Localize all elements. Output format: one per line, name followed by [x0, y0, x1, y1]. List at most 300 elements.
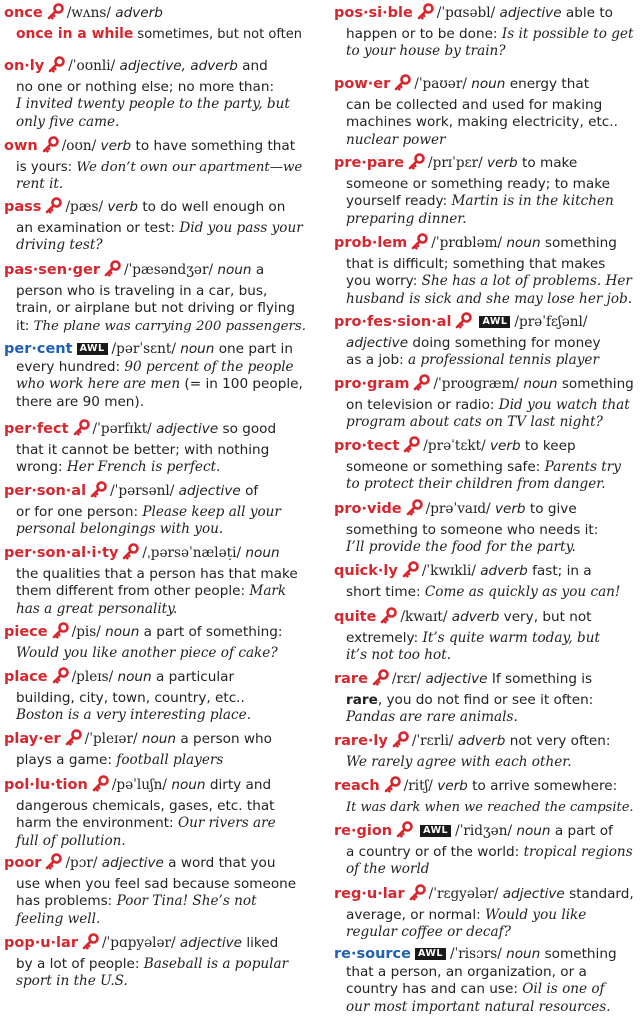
- example-sentence: nuclear power: [346, 131, 446, 148]
- entry-line: [334, 647, 638, 665]
- headword: pro·vide: [334, 501, 402, 517]
- entry-line: [4, 159, 306, 177]
- key-icon: [45, 853, 62, 876]
- definition-text: a: [251, 262, 265, 278]
- pronunciation: /prəˈfɛʃənl/: [514, 314, 588, 330]
- part-of-speech: adverb: [480, 563, 528, 579]
- pronunciation: /pərˈsɛnt/: [111, 341, 181, 357]
- part-of-speech: adverb: [457, 733, 506, 749]
- part-of-speech: verb: [100, 138, 132, 154]
- entry-line: [334, 26, 638, 44]
- entry-line: [334, 374, 638, 397]
- headword: pro·tect: [334, 438, 400, 454]
- entry-line: [4, 893, 306, 911]
- definition-text: them different from other people:: [16, 583, 250, 600]
- definition-text: (= in 100 people,: [180, 376, 303, 393]
- pronunciation: /ˌpərsəˈnæləṭi/: [142, 545, 246, 561]
- definition-text: a part of: [550, 823, 613, 839]
- pronunciation: /pæs/: [65, 199, 108, 215]
- part-of-speech: adjective: [346, 334, 409, 351]
- definition-text: on television or radio:: [346, 396, 499, 413]
- pronunciation: /prɪˈpɛr/: [428, 155, 488, 171]
- headword: once: [4, 5, 43, 21]
- example-sentence: She has a lot of problems. Her: [421, 273, 632, 290]
- dictionary-entry: [4, 775, 306, 850]
- pronunciation: /ˈprɑbləm/: [431, 235, 507, 251]
- entry-line: [334, 584, 638, 602]
- key-icon: [394, 74, 411, 97]
- key-icon: [402, 561, 419, 584]
- entry-line: [4, 176, 306, 194]
- entry-line: [334, 907, 638, 925]
- headword: on·ly: [4, 58, 45, 74]
- entry-line: [334, 754, 638, 772]
- entry-line: [4, 583, 306, 601]
- definition-text: something: [540, 235, 617, 251]
- definition-text: able to: [561, 5, 613, 21]
- headword: pop·u·lar: [4, 935, 78, 951]
- entry-line: [334, 844, 638, 862]
- entry-line: [334, 981, 638, 999]
- example-sentence: Did you watch that: [498, 396, 630, 413]
- definition-text: a person who: [176, 731, 272, 747]
- definition-text: use when you feel sad because someone: [16, 875, 297, 892]
- dictionary-entry: [4, 853, 306, 928]
- pronunciation: /ˈrɛgyələr/: [428, 886, 503, 902]
- dictionary-entry: [334, 74, 638, 149]
- definition-text: standard,: [564, 886, 634, 902]
- entry-line: [334, 861, 638, 879]
- example-sentence: It’s quite warm today, but: [422, 629, 600, 646]
- entry-line: [334, 211, 638, 229]
- part-of-speech: adjective: [502, 886, 565, 902]
- headword: play·er: [4, 731, 61, 747]
- dictionary-entry: [4, 543, 306, 618]
- entry-line: [4, 521, 306, 539]
- entry-line: [4, 752, 306, 770]
- headword: per·cent: [4, 341, 73, 357]
- entry-line: [334, 561, 638, 584]
- example-sentence: rent it.: [16, 176, 64, 193]
- definition-text: to do well enough on: [138, 199, 286, 215]
- headword: per·son·al: [4, 483, 87, 499]
- definition-text: a part of something:: [139, 624, 283, 640]
- entry-line: [334, 43, 638, 61]
- entry-line: [4, 973, 306, 991]
- entry-line: [4, 815, 306, 833]
- example-sentence: feeling well.: [16, 910, 101, 927]
- entry-line: [4, 419, 306, 442]
- entry-line: [334, 709, 638, 727]
- entry-line: [334, 74, 638, 97]
- headword: re·source: [334, 946, 411, 962]
- definition-text: country has and can use:: [346, 981, 523, 998]
- entry-line: [4, 197, 306, 220]
- dictionary-entry: [334, 607, 638, 665]
- definition-text: wrong:: [16, 459, 67, 476]
- headword: pow·er: [334, 76, 391, 92]
- definition-text: by a lot of people:: [16, 955, 144, 972]
- definition-text: person who is traveling in a car, bus,: [16, 282, 268, 299]
- definition-text: machines work, making electricity, etc..: [346, 114, 618, 131]
- emphasized-word: rare: [346, 691, 378, 708]
- definition-text: can be collected and used for making: [346, 96, 603, 113]
- headword: reg·u·lar: [334, 886, 405, 902]
- dictionary-entry: [334, 561, 638, 601]
- headword: pos·si·ble: [334, 5, 413, 21]
- key-icon: [413, 374, 430, 397]
- example-sentence: We rarely agree with each other.: [346, 753, 572, 770]
- definition-text: that it cannot be better; with nothing: [16, 441, 270, 458]
- entry-line: [334, 799, 638, 817]
- part-of-speech: noun: [117, 669, 152, 685]
- example-sentence: I invited twenty people to the party, but: [16, 96, 290, 113]
- example-sentence: Pandas are rare animals.: [346, 709, 518, 726]
- awl-badge: AWL: [479, 316, 510, 328]
- definition-text: happen or to be done:: [346, 25, 502, 42]
- definition-text: and: [237, 58, 268, 74]
- entry-line: [4, 96, 306, 114]
- part-of-speech: adjective: [101, 855, 164, 871]
- entry-line: [334, 3, 638, 26]
- example-sentence: Martin is in the kitchen: [451, 193, 614, 210]
- definition-text: is yours:: [16, 159, 77, 175]
- entry-line: [4, 729, 306, 752]
- headword: per·son·al·i·ty: [4, 545, 119, 561]
- definition-text: of: [240, 483, 259, 499]
- example-sentence: Our rivers are: [177, 815, 276, 832]
- entry-line: [4, 283, 306, 301]
- part-of-speech: adjective, adverb: [119, 58, 238, 74]
- entry-line: [334, 397, 638, 415]
- entry-line: [4, 911, 306, 929]
- entry-line: [4, 933, 306, 956]
- entry-line: [4, 136, 306, 159]
- headword: place: [4, 669, 48, 685]
- dictionary-entry: [4, 933, 306, 991]
- dictionary-entry: [4, 56, 306, 131]
- dictionary-entry: [4, 260, 306, 335]
- dictionary-entry: [4, 136, 306, 194]
- example-sentence: full of pollution.: [16, 832, 126, 849]
- pronunciation: /pis/: [71, 624, 106, 640]
- entry-line: [4, 237, 306, 255]
- pronunciation: /pəˈluʃn/: [111, 777, 172, 793]
- part-of-speech: noun: [516, 823, 551, 839]
- definition-text: dangerous chemicals, gases, etc. that: [16, 797, 275, 814]
- key-icon: [392, 731, 409, 754]
- definition-text: something: [557, 376, 634, 392]
- key-icon: [396, 821, 413, 844]
- dictionary-entry: [4, 341, 306, 411]
- entry-line: [334, 193, 638, 211]
- headword: pro·fes·sion·al: [334, 314, 452, 330]
- definition-text: so good: [218, 421, 277, 437]
- example-sentence: regular coffee or decaf?: [346, 924, 511, 941]
- entry-line: [4, 79, 306, 97]
- headword: own: [4, 138, 38, 154]
- example-sentence: Poor Tina! She’s not: [116, 893, 257, 910]
- definition-text: someone or something safe:: [346, 458, 545, 475]
- headword: reach: [334, 778, 380, 794]
- entry-line: [4, 481, 306, 504]
- headword: pre·pare: [334, 155, 405, 171]
- part-of-speech: noun: [245, 545, 280, 561]
- key-icon: [372, 669, 389, 692]
- pronunciation: /ˈoʊnli/: [68, 58, 120, 74]
- definition-text: to keep: [520, 438, 576, 454]
- entry-line: [334, 630, 638, 648]
- entry-line: [334, 132, 638, 150]
- entry-line: [4, 114, 306, 132]
- part-of-speech: noun: [141, 731, 177, 747]
- dictionary-entry: [334, 436, 638, 494]
- entry-line: [4, 26, 306, 44]
- entry-line: [4, 690, 306, 708]
- example-sentence: Mark: [249, 583, 287, 600]
- headword: prob·lem: [334, 235, 408, 251]
- part-of-speech: verb: [494, 501, 526, 517]
- definition-text: liked: [242, 935, 279, 951]
- headword: piece: [4, 624, 48, 640]
- key-icon: [409, 884, 426, 907]
- example-sentence: who work here are men: [16, 376, 181, 393]
- definition-text: you worry:: [346, 273, 422, 290]
- definition-text: yourself ready:: [346, 193, 452, 210]
- definition-text: not very often:: [505, 733, 611, 749]
- dictionary-entry: [4, 3, 306, 43]
- definition-text: plays a game:: [16, 751, 117, 768]
- entry-line: [334, 459, 638, 477]
- definition-text: harm the environment:: [16, 815, 178, 832]
- definition-text: no one or nothing else; no more than:: [16, 78, 275, 95]
- dictionary-entry: [334, 233, 638, 308]
- definition-text: sometimes, but not often: [133, 26, 303, 42]
- example-sentence: has a great personality.: [16, 600, 178, 617]
- example-sentence: to your house by train?: [346, 43, 506, 60]
- example-sentence: of the world: [346, 861, 430, 878]
- pronunciation: /wʌns/: [66, 5, 116, 21]
- entry-line: [4, 442, 306, 460]
- definition-text: that is difficult; something that makes: [346, 255, 606, 272]
- entry-line: [334, 176, 638, 194]
- headword: re·gion: [334, 823, 393, 839]
- pronunciation: /ˈpərfɪkt/: [92, 421, 157, 437]
- entry-line: [334, 924, 638, 942]
- dictionary-entry: [334, 499, 638, 557]
- headword: per·fect: [4, 421, 69, 437]
- definition-text: a country or of the world:: [346, 843, 524, 860]
- entry-line: [4, 775, 306, 798]
- example-sentence: husband is sick and she may lose her job.: [346, 290, 633, 307]
- entry-line: [334, 256, 638, 274]
- dictionary-entry: [4, 729, 306, 769]
- definition-text: , you do not find or see it often:: [377, 691, 594, 708]
- definition-text: to make: [517, 155, 578, 171]
- headword: quite: [334, 609, 377, 625]
- example-sentence: driving test?: [16, 237, 103, 254]
- example-sentence: 90 percent of the people: [124, 358, 294, 375]
- example-sentence: Would you like: [485, 906, 587, 923]
- key-icon: [73, 419, 90, 442]
- entry-line: [334, 153, 638, 176]
- entry-line: [334, 607, 638, 630]
- example-sentence: Oil is one of: [522, 981, 605, 998]
- dictionary-entry: [334, 731, 638, 771]
- entry-line: [4, 359, 306, 377]
- dictionary-entry: [334, 312, 638, 370]
- pronunciation: /ˈkwɪkli/: [421, 563, 481, 579]
- part-of-speech: noun: [105, 624, 140, 640]
- key-icon: [104, 260, 121, 283]
- definition-text: energy that: [505, 76, 590, 92]
- entry-line: [334, 964, 638, 982]
- pronunciation: /pɔr/: [65, 855, 102, 871]
- pronunciation: /prəˈtɛkt/: [423, 438, 490, 454]
- entry-line: [334, 312, 638, 335]
- entry-line: [4, 318, 306, 336]
- headword: pol·lu·tion: [4, 777, 88, 793]
- part-of-speech: adjective: [178, 483, 241, 499]
- dictionary-entry: [334, 669, 638, 727]
- dictionary-entry: [4, 419, 306, 477]
- example-sentence: Would you like another piece of cake?: [16, 644, 278, 661]
- example-sentence: I’ll provide the food for the party.: [346, 539, 576, 556]
- pronunciation: /kwaɪt/: [400, 609, 452, 625]
- part-of-speech: noun: [506, 235, 541, 251]
- dictionary-entry: [4, 197, 306, 255]
- example-sentence: a professional tennis player: [408, 352, 599, 369]
- definition-text: short time:: [346, 583, 425, 600]
- key-icon: [47, 3, 64, 26]
- entry-line: [334, 436, 638, 459]
- dictionary-entry: [334, 3, 638, 61]
- definition-text: the qualities that a person has that make: [16, 565, 298, 582]
- entry-line: [334, 999, 638, 1017]
- key-icon: [408, 153, 425, 176]
- definition-text: extremely:: [346, 629, 423, 646]
- key-icon: [380, 607, 397, 630]
- key-icon: [455, 312, 472, 335]
- example-sentence: personal belongings with you.: [16, 521, 224, 538]
- definition-text: train, or airplane but not driving or flying: [16, 300, 295, 317]
- definition-text: If something is: [487, 671, 593, 687]
- key-icon: [92, 775, 109, 798]
- part-of-speech: adjective: [499, 5, 562, 21]
- entry-line: [4, 56, 306, 79]
- dictionary-entry: [4, 622, 306, 662]
- part-of-speech: verb: [489, 438, 521, 454]
- entry-line: [4, 622, 306, 645]
- part-of-speech: adverb: [451, 609, 500, 625]
- definition-text: something to someone who needs it:: [346, 521, 599, 538]
- pronunciation: /ˈpaʊər/: [414, 76, 472, 92]
- part-of-speech: verb: [487, 155, 518, 171]
- definition-text: as a job:: [346, 352, 409, 369]
- definition-text: building, city, town, country, etc..: [16, 689, 245, 706]
- headword: rare: [334, 671, 368, 687]
- pronunciation: /pleɪs/: [71, 669, 118, 685]
- example-sentence: Boston is a very interesting place.: [16, 707, 252, 724]
- key-icon: [65, 729, 82, 752]
- example-sentence: Her French is perfect.: [66, 459, 221, 476]
- definition-text: average, or normal:: [346, 906, 486, 923]
- example-sentence: it’s not too hot.: [346, 647, 452, 664]
- key-icon: [45, 197, 62, 220]
- dictionary-entry: [334, 153, 638, 228]
- definition-text: one part in: [214, 341, 293, 357]
- entry-line: [334, 692, 638, 710]
- headword: poor: [4, 855, 42, 871]
- entry-line: [4, 3, 306, 26]
- entry-line: [334, 522, 638, 540]
- definition-text: there are 90 men).: [16, 393, 145, 410]
- entry-line: [334, 233, 638, 256]
- part-of-speech: adjective: [425, 671, 488, 687]
- dictionary-entry: [334, 821, 638, 879]
- entry-line: [334, 114, 638, 132]
- part-of-speech: noun: [506, 946, 541, 962]
- entry-line: [334, 273, 638, 291]
- definition-text: fast; in a: [527, 563, 592, 579]
- headword: rare·ly: [334, 733, 388, 749]
- key-icon: [411, 233, 428, 256]
- part-of-speech: noun: [180, 341, 215, 357]
- example-sentence: our most important natural resources.: [346, 998, 611, 1015]
- example-sentence: Parents try: [544, 458, 621, 475]
- pronunciation: /ˈrɛrli/: [411, 733, 458, 749]
- entry-line: [4, 601, 306, 619]
- part-of-speech: adjective: [156, 421, 219, 437]
- entry-line: [4, 220, 306, 238]
- definition-text: doing something for money: [408, 334, 601, 351]
- example-sentence: preparing dinner.: [346, 210, 467, 227]
- definition-text: that a person, an organization, or a: [346, 963, 587, 980]
- entry-line: [4, 876, 306, 894]
- definition-text: has problems:: [16, 893, 117, 910]
- entry-line: [4, 645, 306, 663]
- entry-line: [4, 853, 306, 876]
- entry-line: [334, 414, 638, 432]
- definition-text: someone or something ready; to make: [346, 175, 610, 192]
- entry-line: [4, 707, 306, 725]
- key-icon: [52, 622, 69, 645]
- entry-line: [334, 291, 638, 309]
- awl-badge: AWL: [420, 825, 451, 837]
- key-icon: [406, 499, 423, 522]
- example-sentence: The plane was carrying 200 passengers.: [33, 318, 306, 334]
- entry-line: [334, 776, 638, 799]
- entry-line: [4, 956, 306, 974]
- part-of-speech: verb: [437, 778, 468, 794]
- definition-text: a word that you: [163, 855, 276, 871]
- pronunciation: /ˈpæsəndʒər/: [123, 262, 218, 278]
- definition-text: to have something that: [131, 138, 296, 154]
- entry-line: [4, 341, 306, 359]
- example-sentence: We don’t own our apartment—we: [76, 159, 303, 175]
- entry-line: [4, 833, 306, 851]
- dictionary-entry: [334, 946, 638, 1016]
- pronunciation: /ritʃ/: [403, 778, 438, 794]
- dictionary-entry: [4, 667, 306, 725]
- example-sentence: Did you pass your: [179, 219, 303, 236]
- entry-line: [334, 821, 638, 844]
- key-icon: [90, 481, 107, 504]
- entry-line: [4, 504, 306, 522]
- part-of-speech: verb: [107, 199, 139, 215]
- headword: pas·sen·ger: [4, 262, 100, 278]
- pronunciation: /prəˈvaɪd/: [425, 501, 495, 517]
